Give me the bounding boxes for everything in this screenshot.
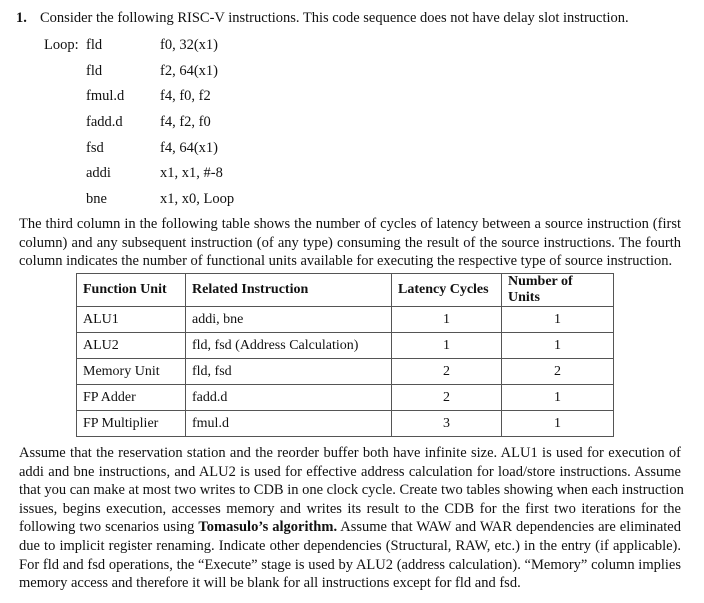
code-op: fmul.d [86,88,125,104]
header-related-instruction: Related Instruction [186,274,392,307]
cell-related-instruction: fadd.d [186,385,392,411]
header-latency-cycles: Latency Cycles [392,274,502,307]
cell-related-instruction: fmul.d [186,411,392,437]
code-args: x1, x0, Loop [160,191,235,207]
question-number: 1. [16,10,27,26]
code-args: x1, x1, #-8 [160,165,223,181]
intro-line: column) and any subsequent instruction (of any type) consuming the result of the source instructions. The fourth [19,234,681,251]
header-number-of-units: Number of Units [502,274,614,307]
cell-units: 1 [502,307,614,333]
header-function-unit: Function Unit [77,274,186,307]
code-args: f4, f2, f0 [160,114,211,130]
assume-line: memory access and therefore it will be blank for all instructions except for fld and fsd. [19,575,521,592]
code-args: f4, f0, f2 [160,88,211,104]
table-row [77,411,614,437]
assumption-paragraph [19,444,684,593]
code-args: f0, 32(x1) [160,37,218,53]
cell-function-unit: FP Adder [77,385,186,411]
assume-line: addi and bne instructions, and ALU2 is used for effective address calculation for load/store instructions. Assume [19,463,681,480]
cell-related-instruction: fld, fsd [186,359,392,385]
assume-line: issues, begins execution, accesses memory and writes its result to the CDB for the first two iterations for the [19,500,681,517]
assume-text: following two scenarios using [19,519,199,536]
assume-line-algorithm [19,518,681,537]
table-row [77,359,614,385]
cell-related-instruction: fld, fsd (Address Calculation) [186,333,392,359]
cell-function-unit: FP Multiplier [77,411,186,437]
table-header-row [77,274,614,307]
assume-line: that you can make at most two writes to CDB in one clock cycle. Create two tables showing when each instruction [19,482,684,499]
assume-line: For fld and fsd operations, the “Execute” stage is used by ALU2 (address calculation). “Memory” column implies [19,556,681,573]
cell-latency: 2 [392,385,502,411]
cell-units: 2 [502,359,614,385]
assume-line: due to implicit register renaming. Indicate other dependencies (Structural, RAW, etc.) in the entry (if applicable). [19,537,681,554]
code-op: fadd.d [86,114,123,130]
intro-line: The third column in the following table shows the number of cycles of latency between a source instruction (first [19,216,681,232]
cell-latency: 3 [392,411,502,437]
cell-units: 1 [502,411,614,437]
cell-function-unit: Memory Unit [77,359,186,385]
assume-text: Assume that WAW and WAR dependencies are eliminated [337,519,681,536]
table-row [77,385,614,411]
cell-units: 1 [502,333,614,359]
cell-function-unit: ALU1 [77,307,186,333]
cell-function-unit: ALU2 [77,333,186,359]
assume-line: Assume that the reservation station and the reorder buffer both have infinite size. ALU1 is used for execution of [19,445,681,461]
latency-table [76,273,614,437]
code-op: fsd [86,140,104,156]
cell-latency: 1 [392,333,502,359]
code-op: fld [86,37,103,53]
code-op: bne [86,191,107,207]
code-args: f4, 64(x1) [160,140,218,156]
code-op: fld [86,63,103,79]
question-text: Consider the following RISC-V instructions. This code sequence does not have delay slot instruction. [40,10,629,26]
code-op: addi [86,165,111,181]
intro-paragraph [19,215,681,271]
code-args: f2, 64(x1) [160,63,218,79]
cell-latency: 1 [392,307,502,333]
table-row [77,307,614,333]
algorithm-name: Tomasulo’s algorithm. [198,519,338,536]
intro-line: column indicates the number of functional units available for executing the respective type of source instruction. [19,253,673,270]
table-row [77,333,614,359]
cell-units: 1 [502,385,614,411]
cell-related-instruction: addi, bne [186,307,392,333]
cell-latency: 2 [392,359,502,385]
code-label-loop: Loop: [44,37,79,53]
